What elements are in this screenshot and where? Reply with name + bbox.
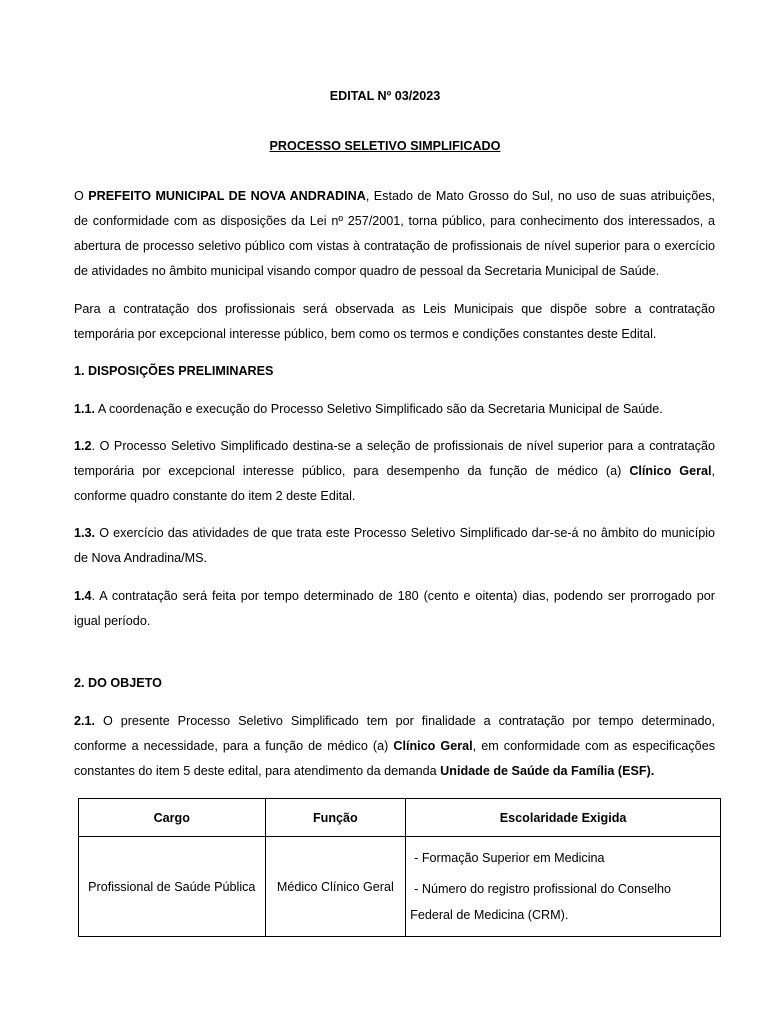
esc-line-3: Federal de Medicina (CRM). (410, 908, 569, 922)
section-1-title: 1. DISPOSIÇÕES PRELIMINARES (74, 364, 274, 378)
item-1-4-line-1: 1.4. A contratação será feita por tempo determinado de 180 (cento e oitenta) dias, podendo ser prorrogado por (74, 589, 715, 603)
header-cargo: Cargo (79, 799, 266, 837)
item-2-1-line-3: constantes do item 5 deste edital, para atendimento da demanda Unidade de Saúde da Família (ESF). (74, 764, 655, 778)
section-2-title: 2. DO OBJETO (74, 676, 162, 690)
header-funcao: Função (265, 799, 406, 837)
item-2-1-line-2: conforme a necessidade, para a função de médico (a) Clínico Geral, em conformidade com as especificações (74, 739, 715, 753)
cell-cargo: Profissional de Saúde Pública (79, 837, 266, 937)
cell-funcao: Médico Clínico Geral (265, 837, 406, 937)
item-1-2-line-3: conforme quadro constante do item 2 deste Edital. (74, 489, 356, 503)
esc-line-1: - Formação Superior em Medicina (414, 851, 605, 865)
item-1-3-line-2: de Nova Andradina/MS. (74, 551, 208, 565)
cell-escolaridade (406, 837, 721, 937)
intro-p2-line-2: temporária por excepcional interesse público, bem como os termos e condições constantes deste Edital. (74, 327, 657, 341)
item-1-2-line-1: 1.2. O Processo Seletivo Simplificado destina-se a seleção de profissionais de nível superior para a contratação (74, 439, 715, 453)
header-escolaridade: Escolaridade Exigida (406, 799, 721, 837)
item-2-1-line-1: 2.1. O presente Processo Seletivo Simplificado tem por finalidade a contratação por tempo determinado, (74, 714, 715, 728)
item-1-2-line-2: temporária por excepcional interesse público, para desempenho da função de médico (a) Clínico Geral, (74, 464, 716, 478)
cargo-table (78, 798, 721, 937)
table-row (79, 837, 721, 937)
edital-title: EDITAL Nº 03/2023 (329, 89, 441, 103)
item-1-4-line-2: igual período. (74, 614, 151, 628)
prefeito-name: PREFEITO MUNICIPAL DE NOVA ANDRADINA (88, 189, 366, 203)
esc-line-2: - Número do registro profissional do Conselho (414, 882, 672, 896)
intro-line-3: abertura de processo seletivo público com vistas à contratação de profissionais de nível superior para o exercício (74, 239, 715, 253)
table-header-row (79, 799, 721, 837)
processo-title: PROCESSO SELETIVO SIMPLIFICADO (269, 139, 501, 153)
intro-line-1: O PREFEITO MUNICIPAL DE NOVA ANDRADINA, Estado de Mato Grosso do Sul, no uso de suas atribuições, (74, 189, 716, 203)
item-1-3-line-1: 1.3. O exercício das atividades de que trata este Processo Seletivo Simplificado dar-se-á no âmbito do município (74, 526, 715, 540)
item-1-1: 1.1. A coordenação e execução do Processo Seletivo Simplificado são da Secretaria Municipal de Saúde. (74, 402, 663, 416)
intro-p2-line-1: Para a contratação dos profissionais será observada as Leis Municipais que dispõe sobre a contratação (74, 302, 715, 316)
intro-line-2: de conformidade com as disposições da Lei nº 257/2001, torna público, para conhecimento dos interessados, a (74, 214, 715, 228)
intro-line-4: de atividades no âmbito municipal visando compor quadro de pessoal da Secretaria Municipal de Saúde. (74, 264, 660, 278)
